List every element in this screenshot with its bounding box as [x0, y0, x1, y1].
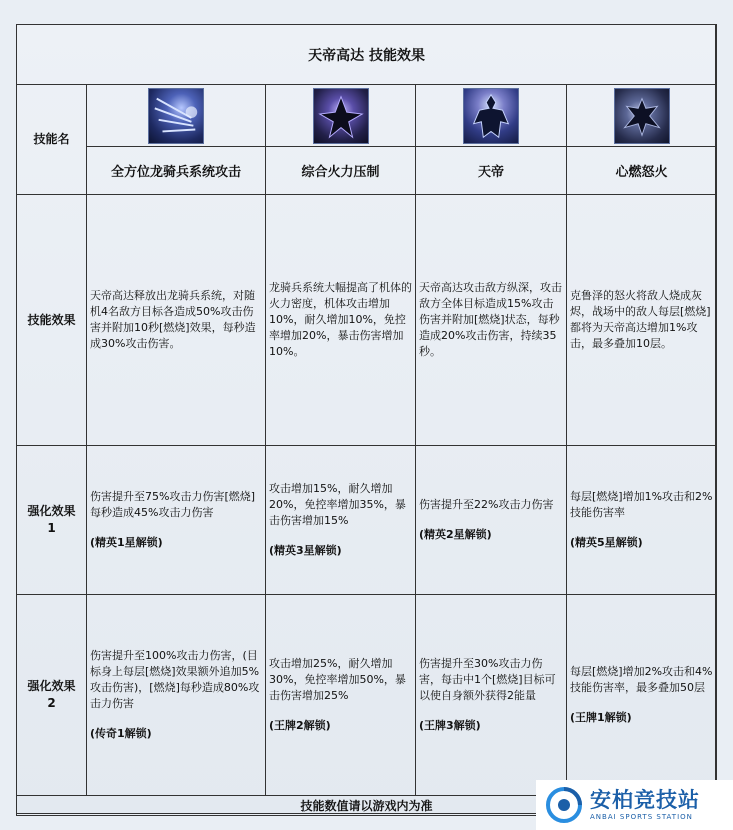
enhance-1-text: 伤害提升至22%攻击力伤害 [419, 498, 554, 511]
watermark-sub: ANBAI SPORTS STATION [590, 813, 693, 821]
enhance-2-cell [266, 595, 416, 796]
skill-icon-cell [266, 85, 416, 147]
watermark-main: 安柏竞技站 [590, 788, 700, 812]
anbai-logo-icon [544, 785, 584, 825]
enhance-1-cell [416, 446, 567, 595]
row-header-enhance-1-label: 强化效果 1 [27, 504, 76, 535]
enhance-1-unlock: (精英1星解锁) [90, 536, 163, 549]
burning-rage-icon [614, 88, 670, 144]
enhance-1-cell [266, 446, 416, 595]
dragoon-beam-icon [148, 88, 204, 144]
skill-name: 心燃怒火 [567, 147, 717, 195]
enhance-1-unlock: (精英2星解锁) [419, 528, 492, 541]
row-header-skill-name: 技能名 [17, 85, 87, 195]
enhance-2-unlock: (传奇1解锁) [90, 727, 152, 740]
row-header-enhance-1 [17, 446, 87, 595]
enhance-2-text: 伤害提升至100%攻击力伤害，(目标身上每层[燃烧]效果额外追加5%攻击伤害)，[燃烧]每秒造成80%攻击力伤害 [90, 649, 260, 710]
footer-note: 技能数值请以游戏内为准 [17, 796, 717, 816]
enhance-2-text: 攻击增加25%，耐久增加30%，免控率增加50%，暴击伤害增加25% [269, 657, 406, 702]
enhance-1-text: 每层[燃烧]增加1%攻击和2%技能伤害率 [570, 490, 713, 519]
firepower-suppress-icon [313, 88, 369, 144]
skill-icon-cell [567, 85, 717, 147]
watermark-text [590, 788, 700, 822]
enhance-2-unlock: (王牌2解锁) [269, 719, 331, 732]
enhance-2-cell [87, 595, 266, 796]
skill-effect-text: 天帝高达释放出龙骑兵系统，对随机4名敌方目标各造成50%攻击伤害并附加10秒[燃烧]效果，每秒造成30%攻击伤害。 [87, 195, 266, 446]
skill-effect-text: 天帝高达攻击敌方纵深，攻击敌方全体目标造成15%攻击伤害并附加[燃烧]状态，每秒造成20%攻击伤害，持续35秒。 [416, 195, 567, 446]
enhance-2-cell [567, 595, 717, 796]
skill-icon-cell [416, 85, 567, 147]
enhance-2-text: 每层[燃烧]增加2%攻击和4%技能伤害率，最多叠加50层 [570, 665, 713, 694]
skill-name: 综合火力压制 [266, 147, 416, 195]
enhance-1-unlock: (精英5星解锁) [570, 536, 643, 549]
enhance-1-text: 攻击增加15%，耐久增加20%，免控率增加35%，暴击伤害增加15% [269, 482, 406, 527]
enhance-2-unlock: (王牌3解锁) [419, 719, 481, 732]
enhance-2-cell [416, 595, 567, 796]
site-watermark [536, 780, 733, 830]
enhance-1-cell [567, 446, 717, 595]
enhance-2-unlock: (王牌1解锁) [570, 711, 632, 724]
skill-name: 天帝 [416, 147, 567, 195]
enhance-1-cell [87, 446, 266, 595]
row-header-enhance-2-label: 强化效果 2 [27, 679, 76, 710]
skill-name: 全方位龙骑兵系统攻击 [87, 147, 266, 195]
skill-effect-text: 龙骑兵系统大幅提高了机体的火力密度，机体攻击增加10%，耐久增加10%，免控率增加20%，暴击伤害增加10%。 [266, 195, 416, 446]
enhance-1-text: 伤害提升至75%攻击力伤害[燃烧]每秒造成45%攻击力伤害 [90, 490, 256, 519]
row-header-skill-effect: 技能效果 [17, 195, 87, 446]
skill-table [16, 24, 717, 816]
skill-icon-cell [87, 85, 266, 147]
skill-effect-text: 克鲁泽的怒火将敌人烧成灰烬，战场中的敌人每层[燃烧]都将为天帝高达增加1%攻击，最多叠加10层。 [567, 195, 717, 446]
page-title: 天帝高达 技能效果 [17, 25, 717, 85]
providence-mech-icon [463, 88, 519, 144]
enhance-2-text: 伤害提升至30%攻击力伤害，每击中1个[燃烧]目标可以使自身额外获得2能量 [419, 657, 556, 702]
row-header-enhance-2 [17, 595, 87, 796]
enhance-1-unlock: (精英3星解锁) [269, 544, 342, 557]
